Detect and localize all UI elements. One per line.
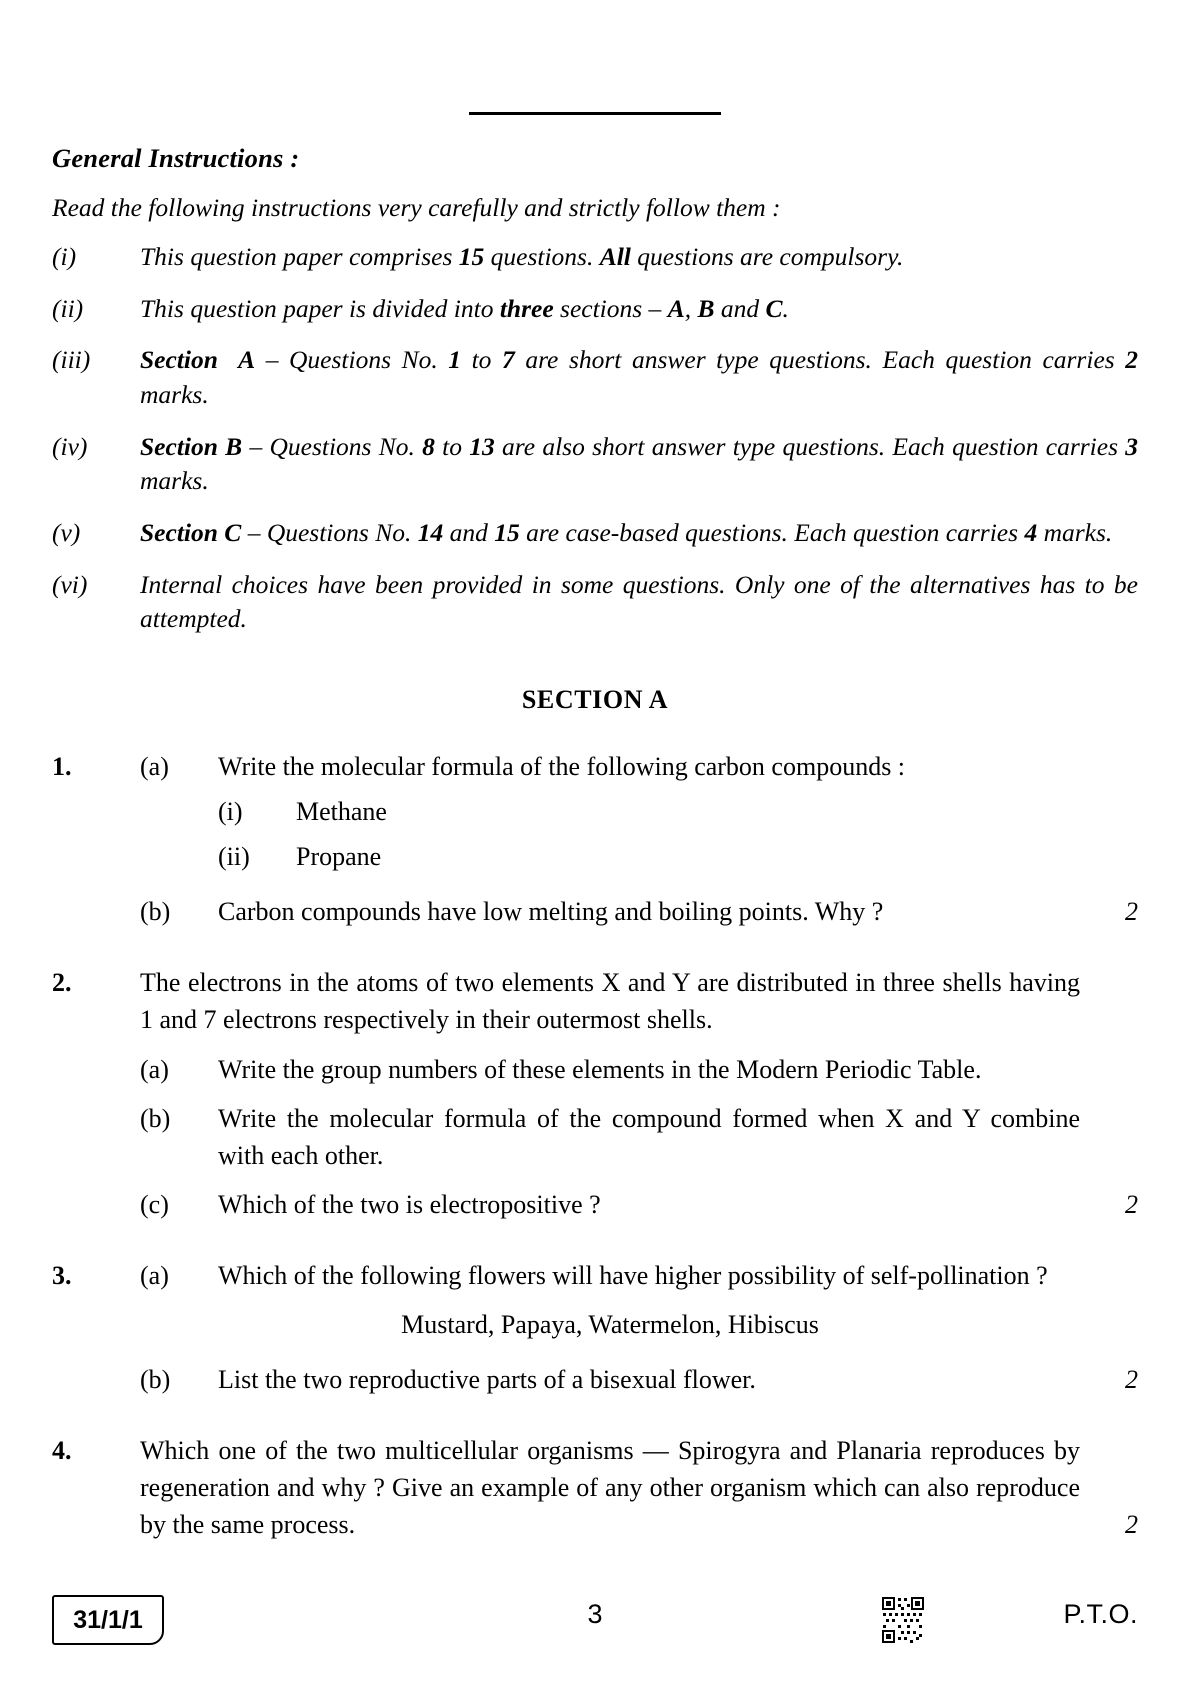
question-2-stem: The electrons in the atoms of two elements X and Y are distributed in three shells having 1 and 7 electrons respectively in their outermost shells.	[140, 967, 1080, 1034]
instruction-number: (v)	[52, 518, 81, 548]
question-4-text	[140, 1433, 1138, 1544]
part-text: Write the molecular formula of the following carbon compounds :	[218, 752, 906, 782]
header-rule	[469, 112, 721, 115]
question-3-part-a	[140, 1258, 1138, 1295]
marks-value: 2	[1125, 1190, 1138, 1220]
part-text	[218, 1362, 1138, 1399]
instruction-text: This question paper comprises 15 questions. All questions are compulsory.	[140, 242, 904, 271]
part-label: (a)	[140, 1055, 169, 1085]
question-2-part-a	[140, 1052, 1138, 1089]
part-label: (b)	[140, 896, 171, 926]
part-text	[218, 894, 1138, 931]
part-label: (c)	[140, 1190, 169, 1220]
question-number: 3.	[52, 1261, 72, 1291]
part-label: (b)	[140, 1364, 171, 1394]
question-2-part-b	[140, 1101, 1138, 1175]
question-3	[52, 1258, 1138, 1399]
instruction-number: (vi)	[52, 569, 88, 599]
instruction-number: (i)	[52, 242, 77, 271]
option-label: (ii)	[218, 841, 250, 871]
question-3-options: Mustard, Papaya, Watermelon, Hibiscus	[401, 1310, 819, 1340]
part-text-content: List the two reproductive parts of a bisexual flower.	[218, 1364, 756, 1394]
part-text	[218, 1187, 1138, 1224]
part-text: Write the group numbers of these elements in the Modern Periodic Table.	[218, 1055, 982, 1085]
question-1-part-a	[140, 749, 1138, 786]
part-label: (a)	[140, 1261, 169, 1291]
question-4	[52, 1433, 1138, 1544]
question-number: 4.	[52, 1435, 72, 1465]
pto-label: P.T.O.	[1063, 1599, 1138, 1629]
question-1-part-b	[140, 894, 1138, 931]
question-1-option-ii	[140, 839, 1138, 876]
marks-value: 2	[1125, 1509, 1138, 1539]
question-4-text-content: Which one of the two multicellular organisms — Spirogyra and Planaria reproduces by regeneration and why ? Give an example of any other organism which can also reproduce by the same process.	[140, 1435, 1080, 1539]
instruction-text: Section A – Questions No. 1 to 7 are short answer type questions. Each question carries 2 marks.	[140, 345, 1138, 410]
question-1-option-i	[140, 794, 1138, 831]
part-text: Write the molecular formula of the compound formed when X and Y combine with each other.	[218, 1104, 1080, 1171]
instruction-item	[52, 343, 1138, 412]
instruction-item	[52, 292, 1138, 327]
question-2	[52, 965, 1138, 1224]
question-2-part-c	[140, 1187, 1138, 1224]
option-text: Methane	[296, 796, 387, 826]
instruction-number: (ii)	[52, 293, 84, 323]
general-instructions-subtitle: Read the following instructions very carefully and strictly follow them :	[52, 193, 781, 222]
instruction-number: (iii)	[52, 345, 91, 375]
paper-code-box: 31/1/1	[52, 1595, 164, 1645]
page-number: 3	[587, 1599, 603, 1629]
part-text-content: Which of the two is electropositive ?	[218, 1190, 601, 1220]
question-3-part-b	[140, 1362, 1138, 1399]
part-label: (b)	[140, 1104, 171, 1134]
question-number: 1.	[52, 752, 72, 782]
instruction-number: (iv)	[52, 431, 88, 461]
instruction-text: Internal choices have been provided in some questions. Only one of the alternatives has to be attempted.	[140, 569, 1138, 634]
question-number: 2.	[52, 967, 72, 997]
part-text: Which of the following flowers will have higher possibility of self-pollination ?	[218, 1261, 1048, 1291]
qr-code-icon	[880, 1595, 926, 1645]
instruction-item	[52, 240, 1138, 275]
general-instructions-title: General Instructions :	[52, 143, 300, 173]
option-text: Propane	[296, 841, 382, 871]
part-label: (a)	[140, 752, 169, 782]
marks-value: 2	[1125, 1364, 1138, 1394]
instruction-item	[52, 568, 1138, 637]
instruction-text: This question paper is divided into three sections – A, B and C.	[140, 293, 789, 323]
marks-value: 2	[1125, 896, 1138, 926]
page-footer	[52, 1595, 1138, 1647]
instruction-item	[52, 430, 1138, 499]
instruction-text: Section B – Questions No. 8 to 13 are also short answer type questions. Each question carries 3 marks.	[140, 431, 1138, 496]
section-a-heading: SECTION A	[521, 685, 669, 715]
question-1	[52, 749, 1138, 931]
option-label: (i)	[218, 796, 243, 826]
part-text-content: Carbon compounds have low melting and boiling points. Why ?	[218, 896, 884, 926]
instruction-item	[52, 516, 1138, 551]
instruction-text: Section C – Questions No. 14 and 15 are case-based questions. Each question carries 4 marks.	[140, 518, 1113, 548]
